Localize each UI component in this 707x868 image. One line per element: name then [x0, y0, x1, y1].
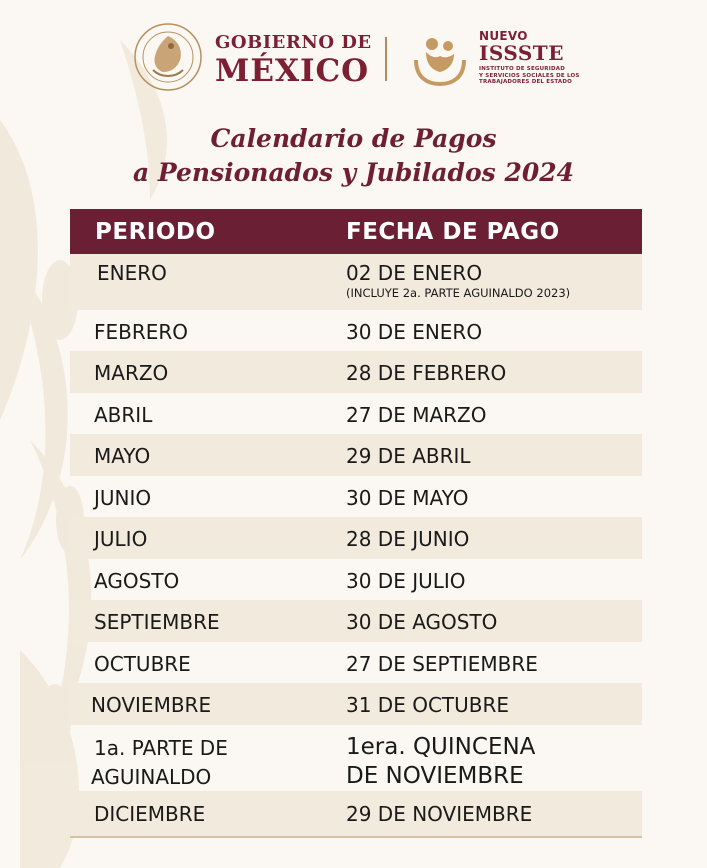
issste-sub-line3: TRABAJADORES DEL ESTADO — [479, 79, 572, 86]
period-cell: OCTUBRE — [94, 652, 191, 676]
issste-sub-line1: INSTITUTO DE SEGURIDAD — [479, 66, 565, 72]
title-line2: a Pensionados y Jubilados 2024 — [132, 158, 575, 187]
date-cell: 27 DE MARZO — [346, 403, 487, 427]
gobierno-line2: MÉXICO — [215, 53, 370, 89]
coat-of-arms-icon — [133, 22, 203, 92]
period-cell: JULIO — [94, 527, 148, 551]
period-cell: FEBRERO — [94, 320, 189, 344]
column-header-period: PERIODO — [95, 219, 216, 245]
date-cell: 29 DE ABRIL — [346, 444, 471, 468]
date-cell: 02 DE ENERO — [346, 261, 483, 285]
table-row — [70, 683, 642, 725]
period-cell: JUNIO — [94, 486, 152, 510]
table-row — [70, 393, 642, 434]
issste-family-icon — [408, 30, 472, 86]
date-note: (INCLUYE 2a. PARTE AGUINALDO 2023) — [346, 286, 571, 300]
period-cell-line2: AGUINALDO — [91, 765, 212, 789]
payment-calendar-table — [70, 209, 642, 836]
table-bottom-rule — [70, 836, 642, 838]
table-row — [70, 725, 642, 791]
table-row — [70, 254, 642, 310]
title-line1: Calendario de Pagos — [210, 124, 497, 153]
header-logos — [133, 22, 583, 94]
date-cell: 31 DE OCTUBRE — [346, 693, 510, 717]
table-header — [70, 209, 642, 254]
gobierno-line1: GOBIERNO DE — [215, 32, 372, 53]
date-cell: 30 DE AGOSTO — [346, 610, 498, 634]
header-divider — [385, 37, 387, 81]
table-row — [70, 791, 642, 836]
date-cell-line1: 1era. QUINCENA — [346, 734, 536, 760]
table-row — [70, 642, 642, 683]
period-cell: MAYO — [94, 444, 151, 468]
gobierno-mexico-wordmark — [215, 34, 372, 87]
issste-sub-line2: Y SERVICIOS SOCIALES DE LOS — [479, 72, 580, 79]
table-row — [70, 600, 642, 642]
date-cell: 30 DE MAYO — [346, 486, 469, 510]
period-cell: MARZO — [94, 361, 169, 385]
table-row — [70, 434, 642, 476]
date-cell: 27 DE SEPTIEMBRE — [346, 652, 538, 676]
period-cell: DICIEMBRE — [94, 802, 206, 826]
issste-wordmark — [479, 30, 580, 86]
date-cell: 30 DE JULIO — [346, 569, 466, 593]
column-header-date: FECHA DE PAGO — [346, 219, 560, 245]
date-cell: 28 DE JUNIO — [346, 527, 470, 551]
issste-nuevo: NUEVO — [479, 29, 528, 43]
date-cell: 29 DE NOVIEMBRE — [346, 802, 533, 826]
period-cell: AGOSTO — [94, 569, 180, 593]
issste-name: ISSSTE — [479, 41, 564, 65]
table-row — [70, 559, 642, 600]
period-cell: ABRIL — [94, 403, 153, 427]
period-cell: ENERO — [97, 261, 167, 285]
page-title — [0, 122, 707, 190]
period-cell: SEPTIEMBRE — [94, 610, 220, 634]
table-row — [70, 351, 642, 393]
table-row — [70, 517, 642, 559]
period-cell: NOVIEMBRE — [91, 693, 212, 717]
table-row — [70, 310, 642, 351]
table-row — [70, 476, 642, 517]
issste-subtitle — [479, 66, 580, 86]
period-cell-line1: 1a. PARTE DE — [94, 736, 228, 760]
date-cell-line2: DE NOVIEMBRE — [346, 763, 524, 789]
date-cell: 28 DE FEBRERO — [346, 361, 507, 385]
date-cell: 30 DE ENERO — [346, 320, 483, 344]
